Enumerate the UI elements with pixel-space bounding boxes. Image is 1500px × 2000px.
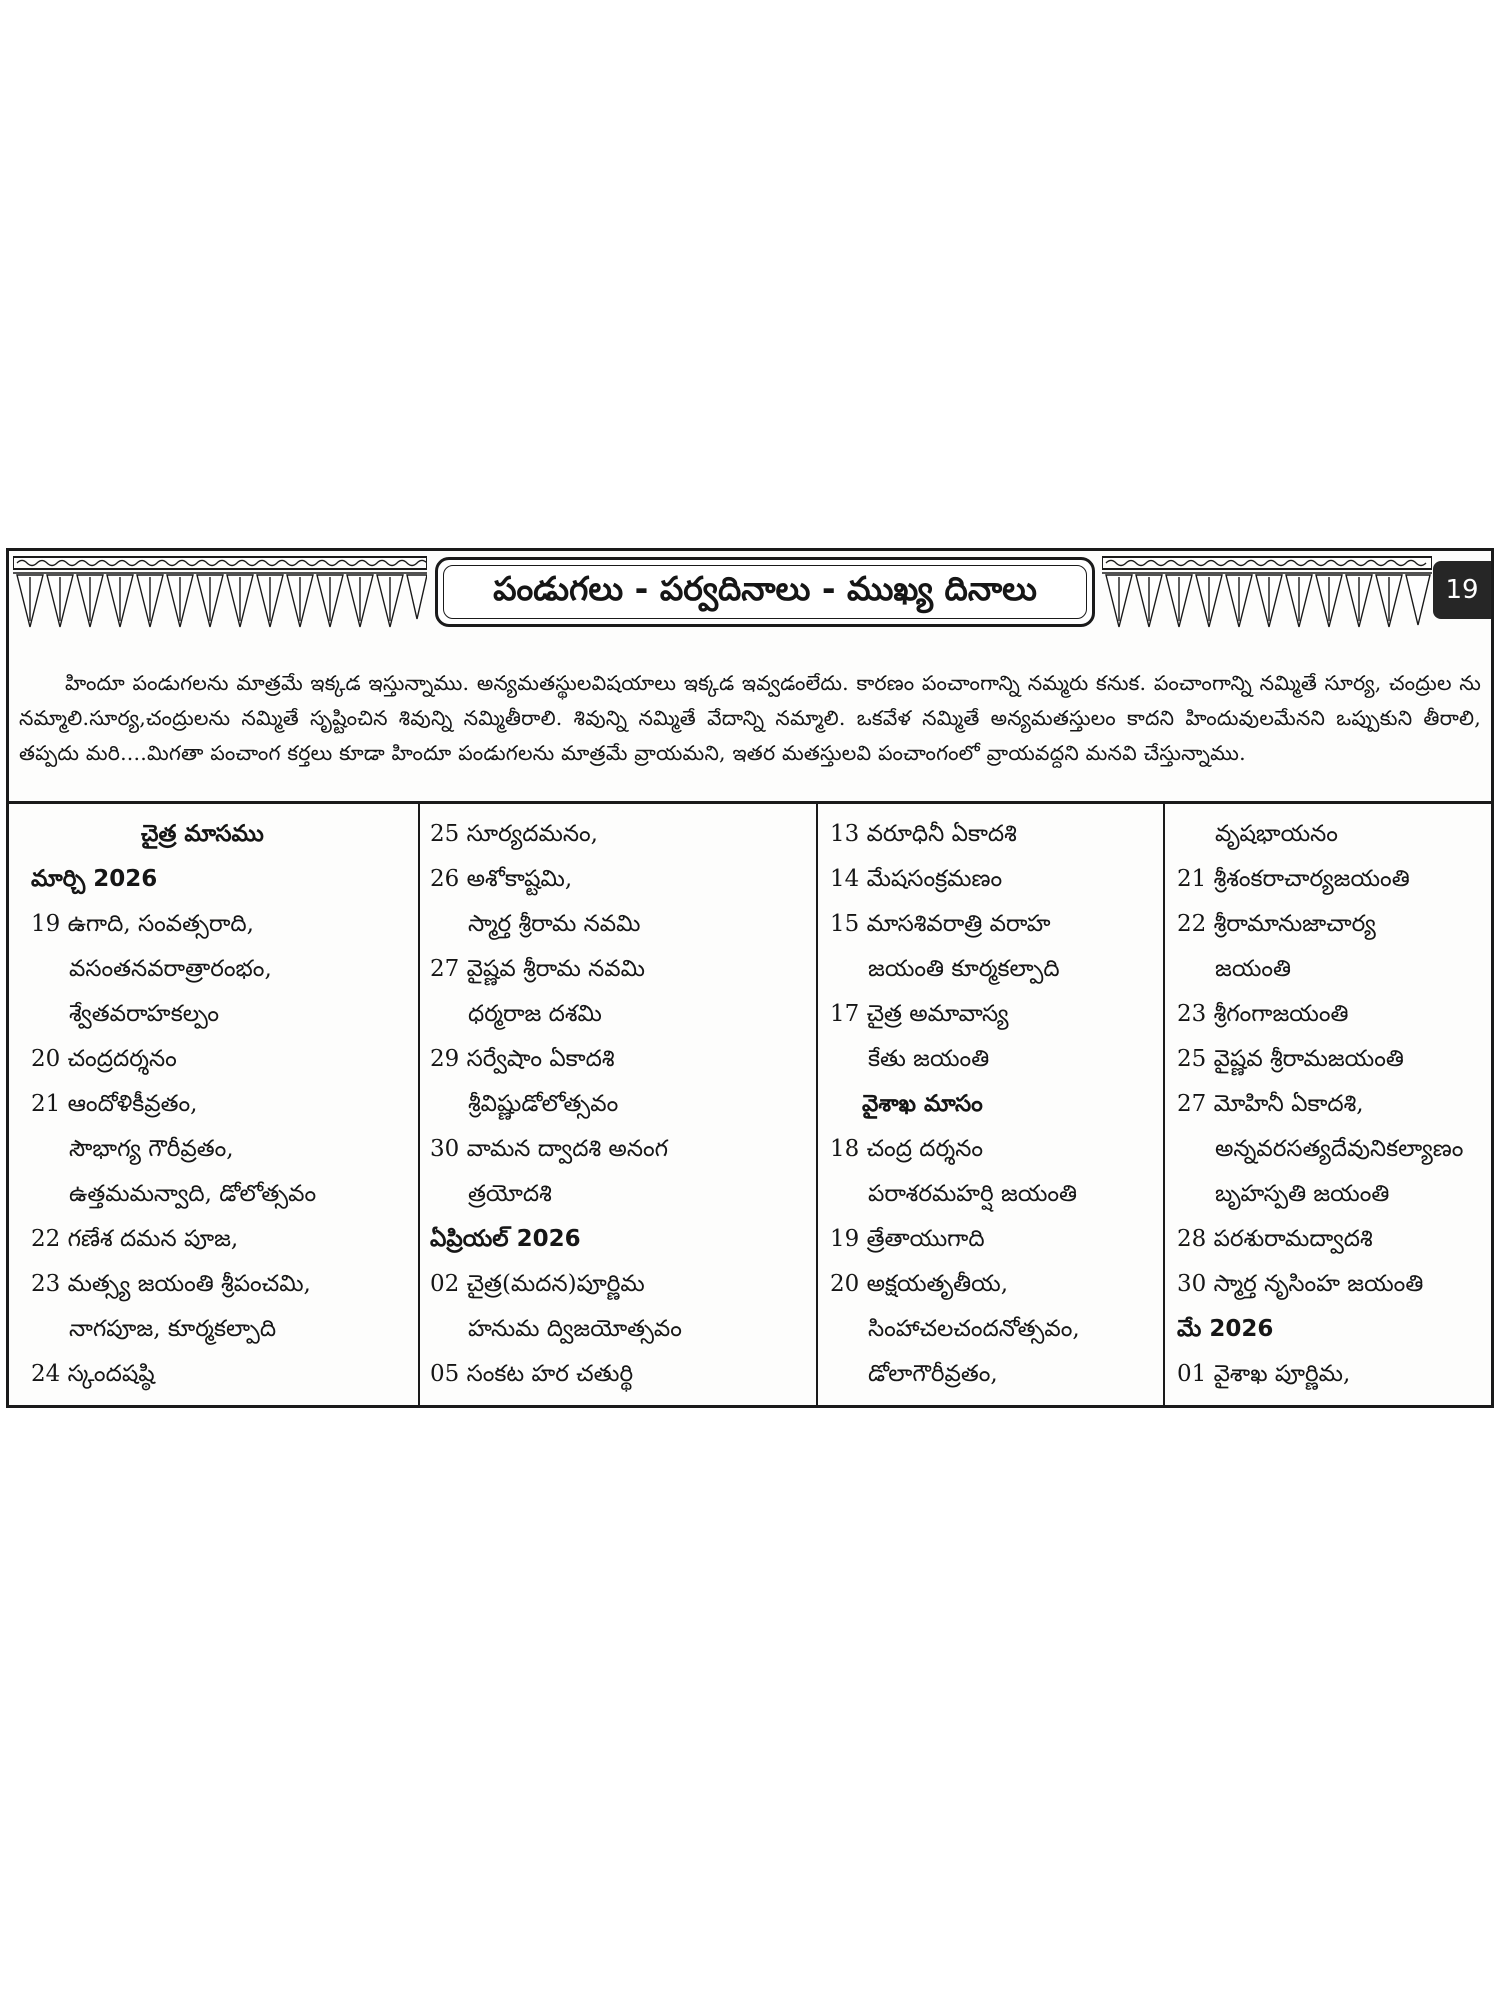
festival-entry: అన్నవరసత్యదేవునికల్యాణం <box>1215 1136 1464 1162</box>
festival-entry: 05 సంకట హర చతుర్థి <box>430 1361 634 1387</box>
festival-entry: 25 వైష్ణవ శ్రీరామజయంతి <box>1177 1046 1404 1072</box>
festival-entry: ధర్మరాజ దశమి <box>468 1001 602 1027</box>
festival-entry: జయంతి <box>1215 956 1292 982</box>
year-heading-may: మే 2026 <box>1177 1316 1274 1342</box>
festival-list <box>9 801 1491 1405</box>
festival-entry: శ్వేతవరాహకల్పం <box>69 1001 220 1027</box>
festival-entry: 21 ఆందోళికీవ్రతం, <box>31 1091 198 1117</box>
festival-entry: 26 అశోకాష్టమి, <box>430 866 573 892</box>
festival-entry: త్రయోదశి <box>468 1181 552 1207</box>
festival-entry: 27 వైష్ణవ శ్రీరామ నవమి <box>430 956 645 982</box>
festival-entry: 23 మత్స్య జయంతి శ్రీపంచమి, <box>31 1271 311 1297</box>
festival-entry: నాగపూజ, కూర్మకల్పాది <box>69 1316 277 1342</box>
festival-entry: 13 వరూధినీ ఏకాదశి <box>830 821 1017 847</box>
festival-entry: పరాశరమహర్షి జయంతి <box>868 1181 1078 1207</box>
month-heading-vaishakha: వైశాఖ మాసం <box>862 1091 983 1117</box>
festival-entry: 22 గణేశ దమన పూజ, <box>31 1226 239 1252</box>
festival-entry: 18 చంద్ర దర్శనం <box>830 1136 984 1162</box>
festival-entry: 27 మోహినీ ఏకాదశి, <box>1177 1091 1364 1117</box>
festival-entry: 14 మేషసంక్రమణం <box>830 866 1003 892</box>
festival-entry: 20 అక్షయతృతీయ, <box>830 1271 1009 1297</box>
festival-entry: ఉత్తమమన్వాది, డోలోత్సవం <box>69 1181 317 1207</box>
festival-entry: 28 పరశురామద్వాదశి <box>1177 1226 1373 1252</box>
festival-entry: 22 శ్రీరామానుజాచార్య <box>1177 911 1376 937</box>
festival-entry: 25 సూర్యదమనం, <box>430 821 598 847</box>
festival-column-2 <box>418 804 816 1405</box>
festival-entry: సింహాచలచందనోత్సవం, <box>868 1316 1080 1342</box>
festival-entry: డోలాగౌరీవ్రతం, <box>868 1361 998 1387</box>
festival-entry: 29 సర్వేషాం ఏకాదశి <box>430 1046 615 1072</box>
festival-entry: 21 శ్రీశంకరాచార్యజయంతి <box>1177 866 1410 892</box>
festival-entry: 23 శ్రీగంగాజయంతి <box>1177 1001 1349 1027</box>
festival-entry: హనుమ ద్విజయోత్సవం <box>468 1316 682 1342</box>
festival-entry: 24 స్కందషష్ఠి <box>31 1361 155 1387</box>
festival-entry: 17 చైత్ర అమావాస్య <box>830 1001 1009 1027</box>
festival-entry: 01 వైశాఖ పూర్ణిమ, <box>1177 1361 1351 1387</box>
leaf-garland-ornament-right <box>1102 555 1432 629</box>
festival-entry: 15 మాసశివరాత్రి వరాహ <box>830 911 1051 937</box>
header-banner <box>9 551 1491 633</box>
page-number-badge: 19 <box>1433 561 1491 619</box>
festival-column-4 <box>1163 804 1491 1405</box>
year-heading-march: మార్చి 2026 <box>31 866 158 892</box>
festival-entry: సౌభాగ్య గౌరీవ్రతం, <box>69 1136 234 1162</box>
festival-entry: స్మార్త శ్రీరామ నవమి <box>468 911 641 937</box>
almanac-page <box>6 548 1494 1408</box>
festival-entry: 19 ఉగాది, సంవత్సరాది, <box>31 911 254 937</box>
festival-entry: వృషభాయనం <box>1215 821 1338 847</box>
intro-paragraph: హిందూ పండుగలను మాత్రమే ఇక్కడ ఇస్తున్నాము. అన్యమతస్థులవిషయాలు ఇక్కడ ఇవ్వడంలేదు. కారణం పంచాంగాన్ని నమ్మరు కనుక. పంచాంగాన్ని నమ్మితే సూర్య, చంద్రుల ను నమ్మాలి.సూర్య,చంద్రులను నమ్మితే సృష్టించిన శివున్ని నమ్మితీరాలి. శివున్ని నమ్మితే వేదాన్ని నమ్మాలి. ఒకవేళ నమ్మితే అన్యమతస్తులం కాదని హిందువులమేనని ఒప్పుకుని తీరాలి, తప్పదు మరి....మిగతా పంచాంగ కర్తలు కూడా హిందూ పండుగలను మాత్రమే వ్రాయమని, ఇతర మతస్తులవి పంచాంగంలో వ్రాయవద్దని మనవి చేస్తున్నాము. <box>19 670 1481 765</box>
page-title: పండుగలు - పర్వదినాలు - ముఖ్య దినాలు <box>435 557 1095 627</box>
year-heading-april: ఏప్రియల్ 2026 <box>430 1226 581 1252</box>
festival-entry: 02 చైత్ర(మదన)పూర్ణిమ <box>430 1271 645 1297</box>
festival-entry: శ్రీవిష్ణుడోలోత్సవం <box>468 1091 619 1117</box>
leaf-garland-ornament-left <box>13 555 427 629</box>
festival-entry: బృహస్పతి జయంతి <box>1215 1181 1390 1207</box>
festival-entry: 30 స్మార్త నృసింహ జయంతి <box>1177 1271 1424 1297</box>
festival-entry: జయంతి కూర్మకల్పాది <box>868 956 1060 982</box>
festival-entry: వసంతనవరాత్రారంభం, <box>69 956 272 982</box>
festival-column-3 <box>816 804 1163 1405</box>
festival-entry: 19 త్రేతాయుగాది <box>830 1226 985 1252</box>
festival-entry: 20 చంద్రదర్శనం <box>31 1046 177 1072</box>
festival-entry: 30 వామన ద్వాదశి అనంగ <box>430 1136 669 1162</box>
festival-entry: కేతు జయంతి <box>868 1046 990 1072</box>
month-heading-chaitra: చైత్ర మాసము <box>141 821 264 847</box>
festival-column-1 <box>9 804 418 1405</box>
